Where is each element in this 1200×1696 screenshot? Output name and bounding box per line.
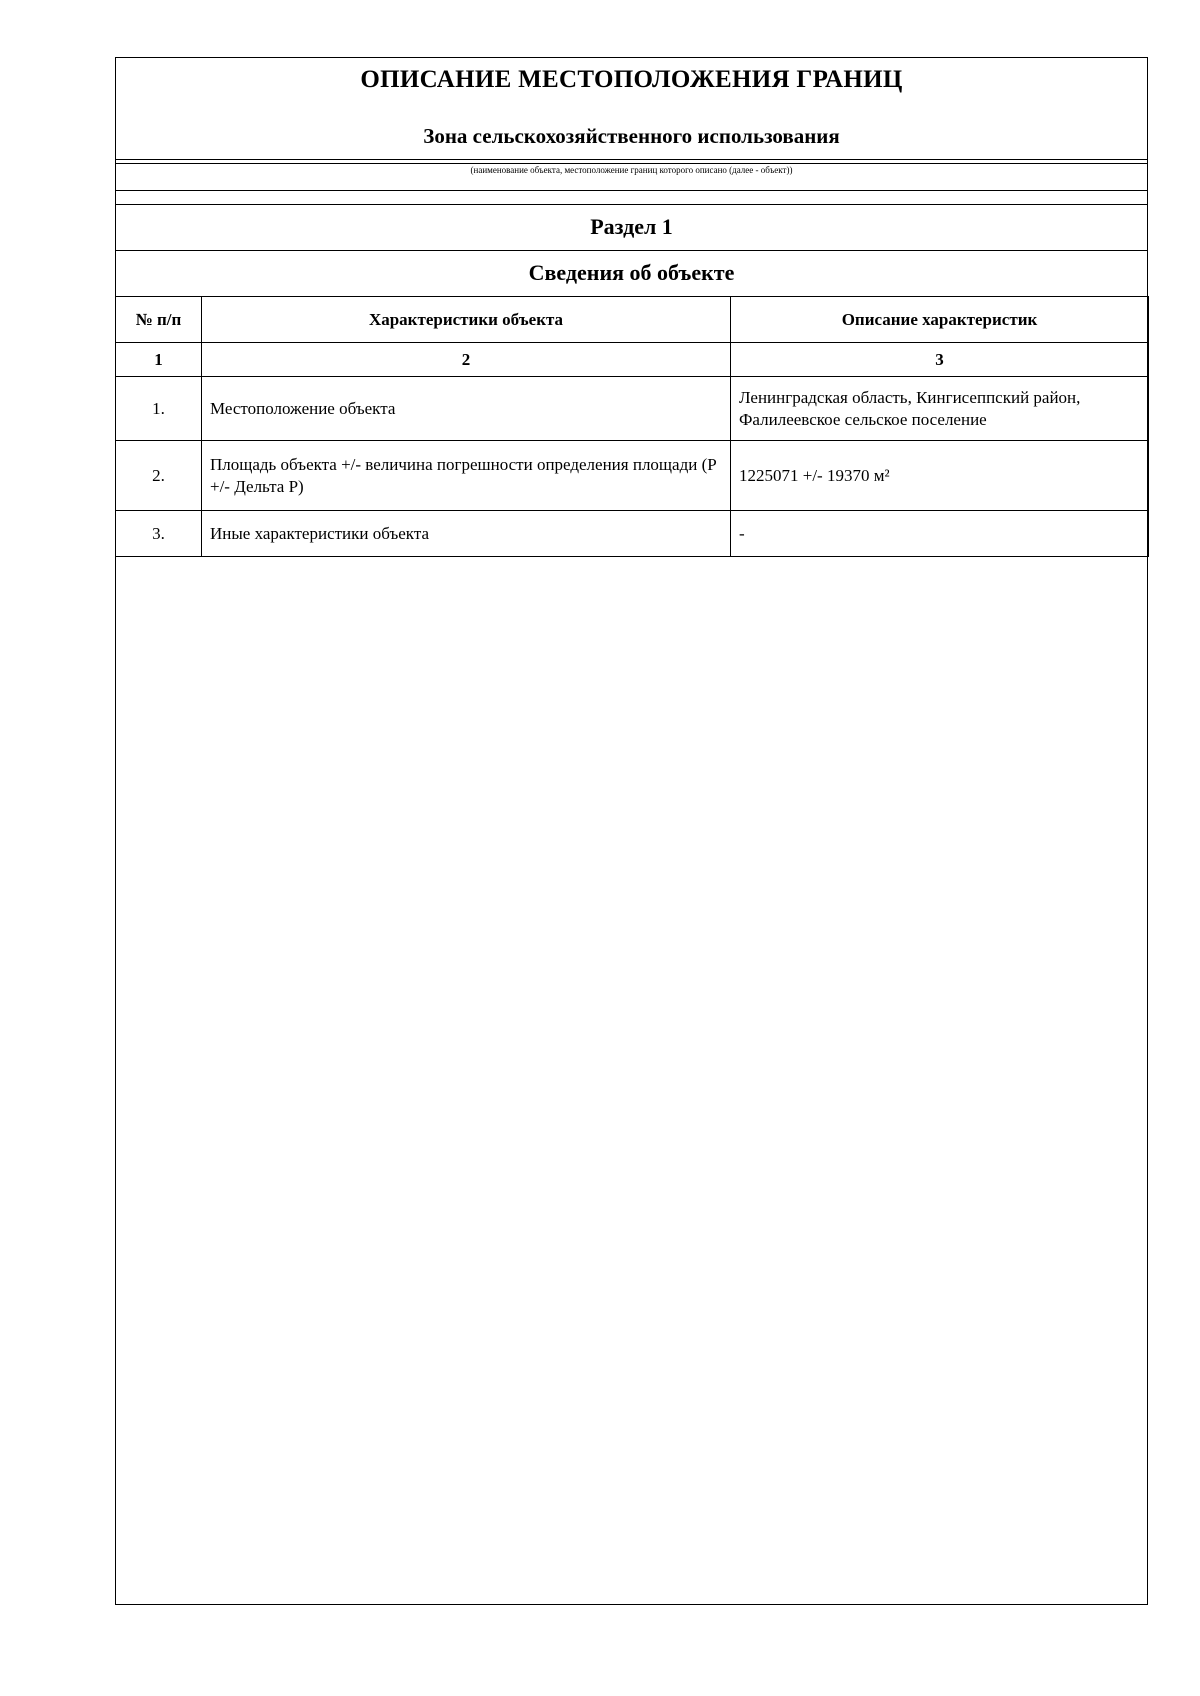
column-index: 1	[116, 343, 202, 377]
divider	[116, 190, 1147, 191]
column-index-row	[116, 343, 1149, 377]
document-page	[115, 57, 1148, 1605]
object-name: Зона сельскохозяйственного использования	[423, 124, 840, 148]
row-description: 1225071 +/- 19370 м²	[731, 441, 1149, 511]
column-index: 2	[202, 343, 731, 377]
row-number: 1.	[116, 377, 202, 441]
document-title: ОПИСАНИЕ МЕСТОПОЛОЖЕНИЯ ГРАНИЦ	[360, 66, 903, 93]
header-characteristic: Характеристики объекта	[202, 297, 731, 343]
divider	[116, 159, 1147, 160]
row-characteristic: Местоположение объекта	[202, 377, 731, 441]
header-number: № п/п	[116, 297, 202, 343]
table-row	[116, 511, 1149, 557]
table-header-row	[116, 297, 1149, 343]
row-number: 3.	[116, 511, 202, 557]
column-index: 3	[731, 343, 1149, 377]
table-row	[116, 441, 1149, 511]
row-characteristic: Иные характеристики объекта	[202, 511, 731, 557]
row-description: Ленинградская область, Кингисеппский район, Фалилеевское сельское поселение	[731, 377, 1149, 441]
section-number: Раздел 1	[590, 214, 673, 239]
table-row	[116, 377, 1149, 441]
row-number: 2.	[116, 441, 202, 511]
object-info-table	[115, 296, 1149, 557]
object-caption: (наименование объекта, местоположение границ которого описано (далее - объект))	[470, 165, 793, 175]
header-description: Описание характеристик	[731, 297, 1149, 343]
row-description: -	[731, 511, 1149, 557]
section-title: Сведения об объекте	[528, 260, 735, 285]
row-characteristic: Площадь объекта +/- величина погрешности определения площади (Р +/- Дельта Р)	[202, 441, 731, 511]
